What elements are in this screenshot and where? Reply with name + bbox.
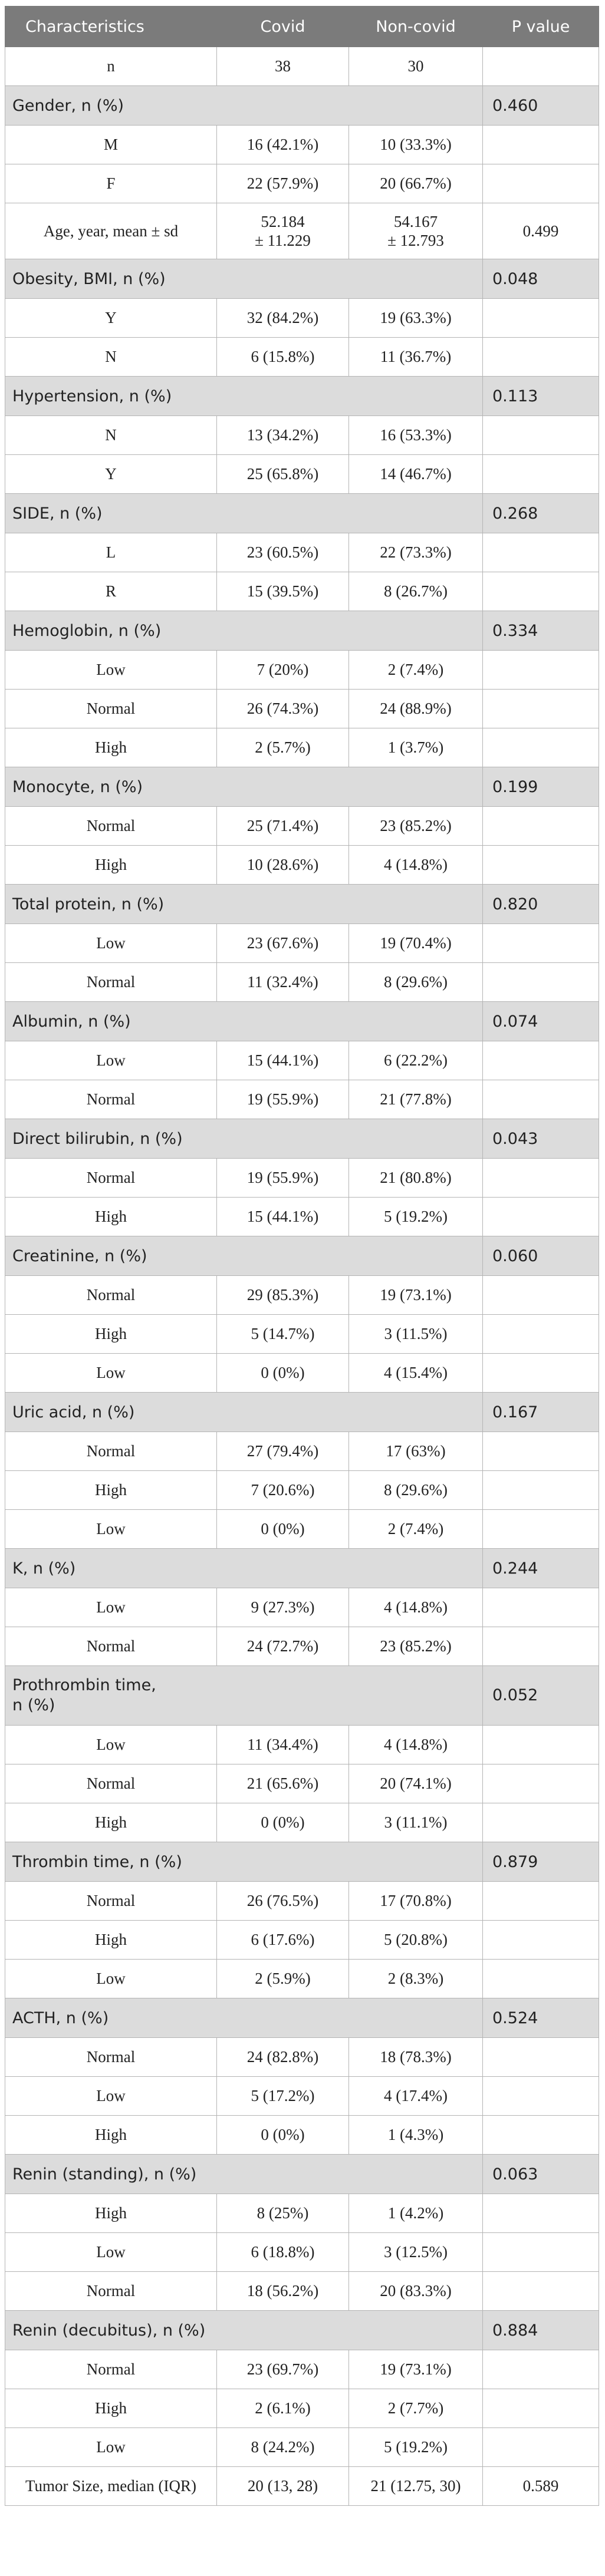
covid-value: 11 (34.4%) — [217, 1726, 349, 1764]
table-row — [5, 924, 599, 963]
table-row — [5, 1159, 599, 1198]
table-row — [5, 416, 599, 455]
p-value — [483, 2272, 599, 2311]
covid-value: 52.184 ± 11.229 — [217, 203, 349, 259]
noncovid-value: 4 (14.8%) — [349, 846, 483, 885]
noncovid-value: 2 (8.3%) — [349, 1960, 483, 1998]
covid-value: 26 (76.5%) — [217, 1882, 349, 1921]
row-label: Age, year, mean ± sd — [5, 203, 217, 259]
table-row — [5, 1726, 599, 1764]
section-label: Albumin, n (%) — [5, 1002, 483, 1041]
row-label: Normal — [5, 2350, 217, 2389]
row-label: High — [5, 1315, 217, 1354]
section-label: Hemoglobin, n (%) — [5, 611, 483, 651]
header-p-value: P value — [483, 6, 599, 47]
section-row — [5, 377, 599, 416]
row-label: High — [5, 2194, 217, 2233]
section-row — [5, 86, 599, 126]
section-row — [5, 494, 599, 533]
p-value — [483, 2428, 599, 2467]
p-value — [483, 1198, 599, 1236]
p-value — [483, 533, 599, 572]
section-row — [5, 1549, 599, 1588]
row-label: Low — [5, 1510, 217, 1549]
noncovid-value: 4 (15.4%) — [349, 1354, 483, 1393]
p-value — [483, 2389, 599, 2428]
section-label: Uric acid, n (%) — [5, 1393, 483, 1432]
p-value — [483, 455, 599, 494]
covid-value: 29 (85.3%) — [217, 1276, 349, 1315]
table-row — [5, 164, 599, 203]
noncovid-value: 20 (83.3%) — [349, 2272, 483, 2311]
p-value — [483, 338, 599, 377]
row-label: Normal — [5, 1882, 217, 1921]
covid-value: 2 (5.9%) — [217, 1960, 349, 1998]
table-row — [5, 690, 599, 728]
covid-value: 19 (55.9%) — [217, 1080, 349, 1119]
p-value — [483, 1354, 599, 1393]
table-row — [5, 1588, 599, 1627]
table-row — [5, 2389, 599, 2428]
covid-value: 13 (34.2%) — [217, 416, 349, 455]
row-label: High — [5, 846, 217, 885]
p-value — [483, 1588, 599, 1627]
table-row — [5, 2272, 599, 2311]
table-row — [5, 2233, 599, 2272]
row-label: Y — [5, 299, 217, 338]
noncovid-value: 20 (66.7%) — [349, 164, 483, 203]
covid-value: 0 (0%) — [217, 1510, 349, 1549]
table-row — [5, 1315, 599, 1354]
section-p-value: 0.460 — [483, 86, 599, 126]
noncovid-value: 17 (70.8%) — [349, 1882, 483, 1921]
covid-value: 21 (65.6%) — [217, 1764, 349, 1803]
section-label: Gender, n (%) — [5, 86, 483, 126]
table-row — [5, 1764, 599, 1803]
table-row — [5, 47, 599, 86]
section-row — [5, 2311, 599, 2350]
section-label: Prothrombin time, n (%) — [5, 1666, 483, 1726]
section-label: Monocyte, n (%) — [5, 767, 483, 807]
row-label: Low — [5, 2233, 217, 2272]
covid-value: 22 (57.9%) — [217, 164, 349, 203]
p-value — [483, 2038, 599, 2077]
p-value — [483, 47, 599, 86]
row-label: L — [5, 533, 217, 572]
covid-value: 20 (13, 28) — [217, 2467, 349, 2506]
noncovid-value: 8 (29.6%) — [349, 963, 483, 1002]
table-row — [5, 2116, 599, 2155]
noncovid-value: 5 (19.2%) — [349, 2428, 483, 2467]
section-label: SIDE, n (%) — [5, 494, 483, 533]
table-row — [5, 807, 599, 846]
noncovid-value: 23 (85.2%) — [349, 807, 483, 846]
section-label: K, n (%) — [5, 1549, 483, 1588]
covid-value: 7 (20%) — [217, 651, 349, 690]
noncovid-value: 30 — [349, 47, 483, 86]
row-label: High — [5, 2389, 217, 2428]
p-value — [483, 1921, 599, 1960]
noncovid-value: 17 (63%) — [349, 1432, 483, 1471]
noncovid-value: 54.167 ± 12.793 — [349, 203, 483, 259]
covid-value: 24 (82.8%) — [217, 2038, 349, 2077]
section-row — [5, 1666, 599, 1726]
noncovid-value: 19 (73.1%) — [349, 1276, 483, 1315]
p-value — [483, 1315, 599, 1354]
noncovid-value: 5 (20.8%) — [349, 1921, 483, 1960]
section-row — [5, 767, 599, 807]
p-value — [483, 126, 599, 164]
p-value — [483, 651, 599, 690]
p-value — [483, 1726, 599, 1764]
table-row — [5, 338, 599, 377]
section-row — [5, 1998, 599, 2038]
noncovid-value: 5 (19.2%) — [349, 1198, 483, 1236]
covid-value: 38 — [217, 47, 349, 86]
covid-value: 32 (84.2%) — [217, 299, 349, 338]
section-p-value: 0.524 — [483, 1998, 599, 2038]
table-header — [5, 6, 599, 47]
noncovid-value: 23 (85.2%) — [349, 1627, 483, 1666]
noncovid-value: 19 (73.1%) — [349, 2350, 483, 2389]
noncovid-value: 3 (11.1%) — [349, 1803, 483, 1842]
covid-value: 0 (0%) — [217, 1354, 349, 1393]
row-label: Low — [5, 1588, 217, 1627]
section-p-value: 0.060 — [483, 1236, 599, 1276]
covid-value: 10 (28.6%) — [217, 846, 349, 885]
covid-value: 0 (0%) — [217, 1803, 349, 1842]
table-row — [5, 1354, 599, 1393]
row-label: High — [5, 1471, 217, 1510]
row-label: Low — [5, 2077, 217, 2116]
row-label: Normal — [5, 1276, 217, 1315]
section-p-value: 0.244 — [483, 1549, 599, 1588]
p-value — [483, 1627, 599, 1666]
covid-value: 8 (24.2%) — [217, 2428, 349, 2467]
row-label: High — [5, 1198, 217, 1236]
noncovid-value: 8 (29.6%) — [349, 1471, 483, 1510]
row-label: Normal — [5, 1159, 217, 1198]
section-label: Hypertension, n (%) — [5, 377, 483, 416]
section-label: Renin (decubitus), n (%) — [5, 2311, 483, 2350]
p-value — [483, 2194, 599, 2233]
covid-value: 8 (25%) — [217, 2194, 349, 2233]
section-row — [5, 1393, 599, 1432]
section-row — [5, 1236, 599, 1276]
covid-value: 23 (69.7%) — [217, 2350, 349, 2389]
row-label: Normal — [5, 963, 217, 1002]
section-row — [5, 1002, 599, 1041]
noncovid-value: 21 (80.8%) — [349, 1159, 483, 1198]
section-row — [5, 1119, 599, 1159]
covid-value: 15 (39.5%) — [217, 572, 349, 611]
section-p-value: 0.048 — [483, 259, 599, 299]
table-row — [5, 846, 599, 885]
noncovid-value: 10 (33.3%) — [349, 126, 483, 164]
section-p-value: 0.879 — [483, 1842, 599, 1882]
p-value — [483, 1764, 599, 1803]
section-p-value: 0.268 — [483, 494, 599, 533]
row-label: Normal — [5, 690, 217, 728]
p-value — [483, 2077, 599, 2116]
table-row — [5, 126, 599, 164]
p-value — [483, 1882, 599, 1921]
noncovid-value: 2 (7.4%) — [349, 1510, 483, 1549]
row-label: Normal — [5, 1080, 217, 1119]
row-label: Y — [5, 455, 217, 494]
table-row — [5, 455, 599, 494]
covid-value: 11 (32.4%) — [217, 963, 349, 1002]
noncovid-value: 18 (78.3%) — [349, 2038, 483, 2077]
section-p-value: 0.074 — [483, 1002, 599, 1041]
noncovid-value: 11 (36.7%) — [349, 338, 483, 377]
section-p-value: 0.820 — [483, 885, 599, 924]
table-row — [5, 1627, 599, 1666]
section-label: ACTH, n (%) — [5, 1998, 483, 2038]
row-label: Normal — [5, 2038, 217, 2077]
row-label: Low — [5, 1960, 217, 1998]
section-p-value: 0.199 — [483, 767, 599, 807]
covid-value: 2 (6.1%) — [217, 2389, 349, 2428]
row-label: Low — [5, 651, 217, 690]
noncovid-value: 22 (73.3%) — [349, 533, 483, 572]
covid-value: 24 (72.7%) — [217, 1627, 349, 1666]
section-p-value: 0.113 — [483, 377, 599, 416]
row-label: Normal — [5, 1627, 217, 1666]
noncovid-value: 16 (53.3%) — [349, 416, 483, 455]
p-value — [483, 728, 599, 767]
p-value — [483, 299, 599, 338]
table-row — [5, 572, 599, 611]
header-characteristics: Characteristics — [5, 6, 217, 47]
noncovid-value: 19 (63.3%) — [349, 299, 483, 338]
covid-value: 5 (17.2%) — [217, 2077, 349, 2116]
noncovid-value: 3 (12.5%) — [349, 2233, 483, 2272]
table-row — [5, 1471, 599, 1510]
noncovid-value: 21 (12.75, 30) — [349, 2467, 483, 2506]
p-value — [483, 2233, 599, 2272]
noncovid-value: 24 (88.9%) — [349, 690, 483, 728]
noncovid-value: 1 (3.7%) — [349, 728, 483, 767]
noncovid-value: 21 (77.8%) — [349, 1080, 483, 1119]
covid-value: 7 (20.6%) — [217, 1471, 349, 1510]
p-value — [483, 1510, 599, 1549]
covid-value: 18 (56.2%) — [217, 2272, 349, 2311]
p-value — [483, 2350, 599, 2389]
covid-value: 26 (74.3%) — [217, 690, 349, 728]
row-label: High — [5, 2116, 217, 2155]
p-value — [483, 1080, 599, 1119]
p-value — [483, 807, 599, 846]
table-row — [5, 2077, 599, 2116]
header-noncovid: Non-covid — [349, 6, 483, 47]
covid-value: 6 (17.6%) — [217, 1921, 349, 1960]
row-label: Low — [5, 1354, 217, 1393]
row-label: Low — [5, 1041, 217, 1080]
row-label: Low — [5, 924, 217, 963]
table-row — [5, 1276, 599, 1315]
row-label: High — [5, 1803, 217, 1842]
noncovid-value: 1 (4.2%) — [349, 2194, 483, 2233]
p-value — [483, 1960, 599, 1998]
noncovid-value: 1 (4.3%) — [349, 2116, 483, 2155]
covid-value: 0 (0%) — [217, 2116, 349, 2155]
p-value — [483, 1276, 599, 1315]
table-row — [5, 1432, 599, 1471]
p-value — [483, 1159, 599, 1198]
p-value — [483, 690, 599, 728]
row-label: N — [5, 338, 217, 377]
table-row — [5, 533, 599, 572]
noncovid-value: 6 (22.2%) — [349, 1041, 483, 1080]
section-p-value: 0.167 — [483, 1393, 599, 1432]
row-label: F — [5, 164, 217, 203]
row-label: Normal — [5, 1432, 217, 1471]
table-row — [5, 1041, 599, 1080]
section-p-value: 0.884 — [483, 2311, 599, 2350]
section-label: Direct bilirubin, n (%) — [5, 1119, 483, 1159]
row-label: R — [5, 572, 217, 611]
p-value — [483, 2116, 599, 2155]
table-row — [5, 203, 599, 259]
covid-value: 15 (44.1%) — [217, 1198, 349, 1236]
p-value — [483, 1041, 599, 1080]
noncovid-value: 20 (74.1%) — [349, 1764, 483, 1803]
header-row — [5, 6, 599, 47]
covid-value: 9 (27.3%) — [217, 1588, 349, 1627]
noncovid-value: 8 (26.7%) — [349, 572, 483, 611]
table-row — [5, 1198, 599, 1236]
section-label: Total protein, n (%) — [5, 885, 483, 924]
noncovid-value: 4 (14.8%) — [349, 1726, 483, 1764]
covid-value: 2 (5.7%) — [217, 728, 349, 767]
covid-value: 5 (14.7%) — [217, 1315, 349, 1354]
covid-value: 25 (71.4%) — [217, 807, 349, 846]
table-row — [5, 1510, 599, 1549]
table-row — [5, 651, 599, 690]
section-row — [5, 1842, 599, 1882]
covid-value: 6 (18.8%) — [217, 2233, 349, 2272]
table-row — [5, 2194, 599, 2233]
covid-value: 23 (60.5%) — [217, 533, 349, 572]
table-body — [5, 47, 599, 2506]
section-label: Obesity, BMI, n (%) — [5, 259, 483, 299]
section-row — [5, 885, 599, 924]
table-row — [5, 2350, 599, 2389]
covid-value: 23 (67.6%) — [217, 924, 349, 963]
noncovid-value: 4 (14.8%) — [349, 1588, 483, 1627]
p-value — [483, 846, 599, 885]
covid-value: 16 (42.1%) — [217, 126, 349, 164]
covid-value: 27 (79.4%) — [217, 1432, 349, 1471]
p-value: 0.589 — [483, 2467, 599, 2506]
p-value — [483, 1471, 599, 1510]
section-label: Thrombin time, n (%) — [5, 1842, 483, 1882]
row-label: Tumor Size, median (IQR) — [5, 2467, 217, 2506]
table-row — [5, 2467, 599, 2506]
table-row — [5, 299, 599, 338]
row-label: Normal — [5, 1764, 217, 1803]
covid-value: 6 (15.8%) — [217, 338, 349, 377]
p-value: 0.499 — [483, 203, 599, 259]
row-label: Low — [5, 1726, 217, 1764]
section-row — [5, 259, 599, 299]
p-value — [483, 1803, 599, 1842]
table-row — [5, 1803, 599, 1842]
noncovid-value: 14 (46.7%) — [349, 455, 483, 494]
row-label: M — [5, 126, 217, 164]
p-value — [483, 164, 599, 203]
noncovid-value: 2 (7.7%) — [349, 2389, 483, 2428]
row-label: n — [5, 47, 217, 86]
section-p-value: 0.063 — [483, 2155, 599, 2194]
covid-value: 19 (55.9%) — [217, 1159, 349, 1198]
table-row — [5, 2428, 599, 2467]
section-p-value: 0.334 — [483, 611, 599, 651]
characteristics-table — [5, 6, 599, 2506]
covid-value: 15 (44.1%) — [217, 1041, 349, 1080]
row-label: N — [5, 416, 217, 455]
section-row — [5, 611, 599, 651]
row-label: Normal — [5, 807, 217, 846]
row-label: Normal — [5, 2272, 217, 2311]
table-row — [5, 1080, 599, 1119]
row-label: Low — [5, 2428, 217, 2467]
table-row — [5, 1921, 599, 1960]
row-label: High — [5, 728, 217, 767]
table-row — [5, 963, 599, 1002]
section-p-value: 0.052 — [483, 1666, 599, 1726]
table-row — [5, 728, 599, 767]
p-value — [483, 1432, 599, 1471]
p-value — [483, 416, 599, 455]
noncovid-value: 3 (11.5%) — [349, 1315, 483, 1354]
section-p-value: 0.043 — [483, 1119, 599, 1159]
table-row — [5, 1960, 599, 1998]
p-value — [483, 572, 599, 611]
table-row — [5, 1882, 599, 1921]
section-row — [5, 2155, 599, 2194]
p-value — [483, 924, 599, 963]
table-row — [5, 2038, 599, 2077]
noncovid-value: 2 (7.4%) — [349, 651, 483, 690]
noncovid-value: 4 (17.4%) — [349, 2077, 483, 2116]
p-value — [483, 963, 599, 1002]
covid-value: 25 (65.8%) — [217, 455, 349, 494]
header-covid: Covid — [217, 6, 349, 47]
section-label: Renin (standing), n (%) — [5, 2155, 483, 2194]
row-label: High — [5, 1921, 217, 1960]
section-label: Creatinine, n (%) — [5, 1236, 483, 1276]
noncovid-value: 19 (70.4%) — [349, 924, 483, 963]
